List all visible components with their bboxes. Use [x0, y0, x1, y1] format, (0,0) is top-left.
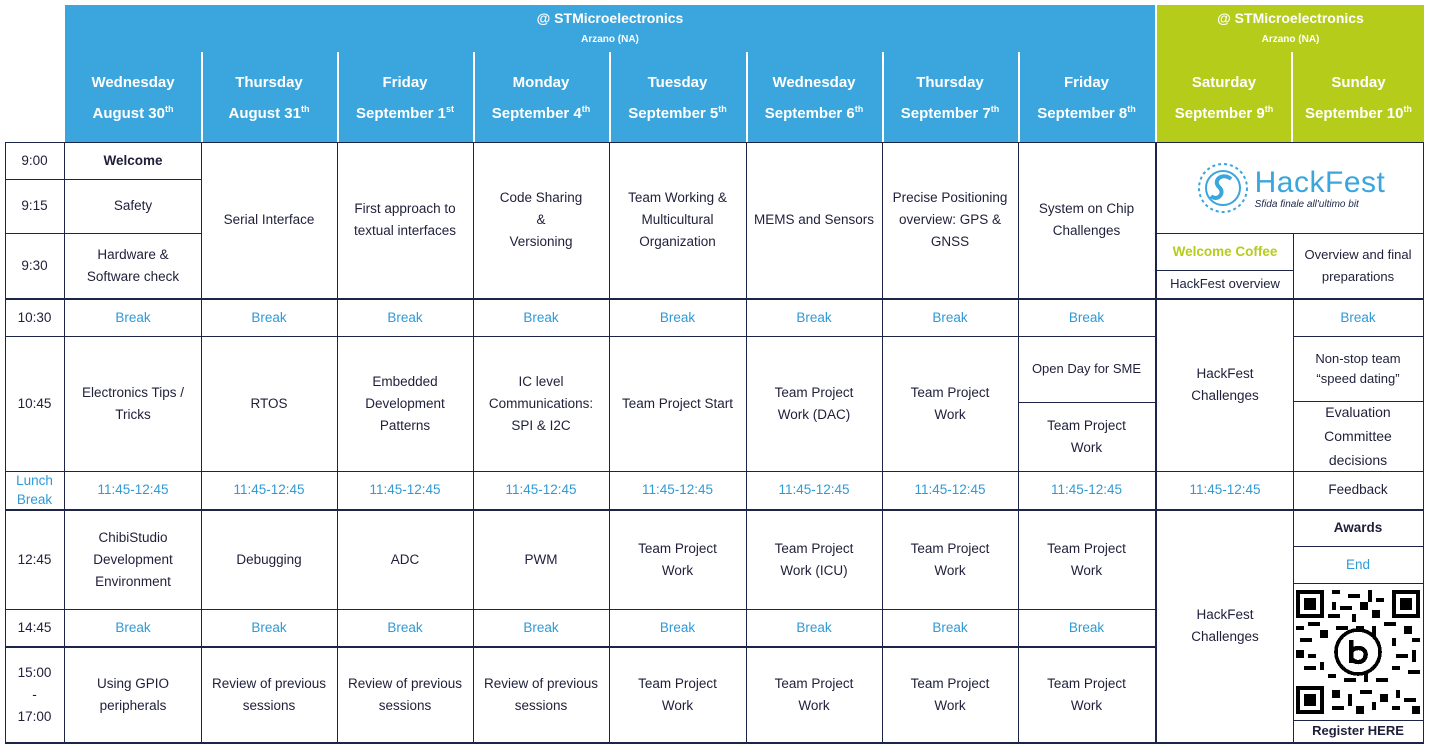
overview-final-preparations: Overview and final preparations: [1304, 246, 1412, 284]
session-review: Review of previous sessions: [483, 675, 599, 713]
session-ic-level: IC level Communications: SPI & I2C: [488, 373, 594, 433]
session-review: Review of previous sessions: [347, 675, 463, 713]
session-system-on-chip: System on Chip Challenges: [1038, 201, 1135, 238]
session-chibistudio: ChibiStudio Development Environment: [93, 529, 173, 589]
time-label: 12:45: [17, 551, 52, 567]
session-team-project-work: Team Project Work: [1047, 417, 1126, 455]
hackfest-logo: [1157, 143, 1423, 233]
speed-dating: Non-stop team “speed dating”: [1315, 350, 1401, 386]
break-cell: Break: [796, 309, 832, 325]
break-cell: Break: [1340, 309, 1376, 325]
break-cell: Break: [1068, 619, 1105, 635]
lunch-cell: 11:45-12:45: [233, 482, 305, 497]
time-label: 10:45: [17, 395, 52, 411]
time-label: 14:45: [17, 619, 52, 635]
break-cell: Break: [115, 619, 151, 635]
session-team-project-dac: Team Project Work (DAC): [774, 384, 854, 422]
end: End: [1345, 556, 1371, 572]
day-header: Sunday September 10th: [1305, 74, 1412, 122]
break-cell: Break: [387, 619, 423, 635]
day-header: Thursday September 7th: [900, 74, 1000, 122]
time-label: 15:00 - 17:00: [17, 664, 52, 724]
day-header: Friday September 8th: [1037, 74, 1136, 122]
break-cell: Break: [796, 619, 832, 635]
welcome-coffee: Welcome Coffee: [1172, 243, 1278, 259]
hackfest-logo-tagline: Sfida finale all'ultimo bit: [1254, 198, 1359, 210]
hackfest-logo-name: HackFest: [1254, 165, 1386, 199]
session-embedded-patterns: Embedded Development Patterns: [365, 373, 445, 433]
break-cell: Break: [387, 309, 423, 325]
break-cell: Break: [115, 309, 151, 325]
lunch-cell: 11:45-12:45: [914, 482, 986, 497]
time-label: 10:30: [17, 309, 52, 325]
session-team-project-work: Team Project Work: [638, 675, 717, 713]
time-label: 9:15: [21, 198, 48, 213]
break-cell: Break: [659, 619, 696, 635]
session-precise-positioning: Precise Positioning overview: GPS & GNSS: [892, 190, 1008, 249]
hackfest-overview: HackFest overview: [1170, 276, 1280, 291]
session-team-project-start: Team Project Start: [621, 395, 734, 411]
session-team-project-work: Team Project Work: [1047, 540, 1126, 578]
session-team-project-icu: Team Project Work (ICU): [774, 540, 854, 578]
lunch-cell: 11:45-12:45: [778, 482, 850, 497]
session-rtos: RTOS: [250, 395, 288, 411]
break-cell: Break: [932, 309, 968, 325]
lunch-cell: 11:45-12:45: [1189, 482, 1261, 497]
hackfest-challenges: HackFest Challenges: [1191, 366, 1259, 403]
session-team-project-work: Team Project Work: [1047, 675, 1126, 713]
session-team-project-work: Team Project Work: [774, 675, 854, 713]
session-using-gpio: Using GPIO peripherals: [96, 675, 170, 713]
break-cell: Break: [523, 309, 559, 325]
evaluation-committee: Evaluation Committee decisions: [1324, 404, 1392, 468]
break-cell: Break: [932, 619, 968, 635]
qr-code-icon: [1296, 590, 1420, 714]
lunch-cell: 11:45-12:45: [1050, 482, 1123, 497]
lunch-cell: 11:45-12:45: [641, 482, 714, 497]
session-safety: Safety: [113, 198, 153, 213]
header-title-left: @ STMicroelectronics: [536, 10, 684, 26]
break-cell: Break: [251, 619, 287, 635]
header-subtitle-right: Arzano (NA): [1261, 34, 1320, 45]
break-cell: Break: [1068, 309, 1105, 325]
lunch-cell: 11:45-12:45: [505, 482, 577, 497]
session-team-working: Team Working & Multicultural Organization: [628, 190, 727, 249]
register-link[interactable]: Register HERE: [1312, 723, 1404, 738]
day-header: Thursday August 31th: [228, 74, 310, 122]
session-welcome: Welcome: [103, 152, 163, 168]
break-cell: Break: [659, 309, 696, 325]
day-header: Wednesday August 30th: [91, 74, 175, 122]
day-header: Saturday September 9th: [1174, 74, 1274, 122]
session-debugging: Debugging: [236, 551, 302, 567]
session-first-approach: First approach to textual interfaces: [353, 201, 457, 238]
qr-code[interactable]: [1294, 590, 1422, 714]
session-team-project-work: Team Project Work: [638, 540, 717, 578]
time-label: 9:00: [21, 152, 48, 168]
session-mems: MEMS and Sensors: [753, 212, 875, 227]
session-team-project-work: Team Project Work: [910, 384, 990, 422]
session-open-day: Open Day for SME: [1031, 361, 1142, 376]
day-header: Monday September 4th: [491, 74, 591, 122]
time-label: 9:30: [21, 257, 48, 273]
lunch-cell: 11:45-12:45: [97, 482, 169, 497]
session-team-project-work: Team Project Work: [910, 675, 990, 713]
break-cell: Break: [251, 309, 287, 325]
header-subtitle-left: Arzano (NA): [581, 34, 639, 45]
header-title-right: @ STMicroelectronics: [1217, 10, 1364, 26]
day-header: Tuesday September 5th: [628, 74, 727, 122]
session-adc: ADC: [390, 551, 420, 567]
session-code-sharing: Code Sharing & Versioning: [499, 190, 583, 249]
hackfest-logo-icon: [1195, 160, 1251, 216]
session-electronics-tips: Electronics Tips / Tricks: [81, 384, 185, 422]
session-pwm: PWM: [524, 551, 558, 567]
session-serial-interface: Serial Interface: [223, 212, 315, 227]
session-hw-sw-check: Hardware & Software check: [86, 246, 180, 284]
lunch-cell: 11:45-12:45: [369, 482, 441, 497]
day-header: Friday September 1st: [355, 74, 455, 122]
time-label-lunch: Lunch Break: [16, 473, 53, 507]
session-review: Review of previous sessions: [211, 675, 327, 713]
feedback: Feedback: [1328, 482, 1388, 497]
session-team-project-work: Team Project Work: [910, 540, 990, 578]
hackfest-challenges: HackFest Challenges: [1191, 607, 1259, 644]
break-cell: Break: [523, 619, 559, 635]
awards: Awards: [1333, 520, 1383, 535]
day-header: Wednesday September 6th: [764, 74, 864, 122]
